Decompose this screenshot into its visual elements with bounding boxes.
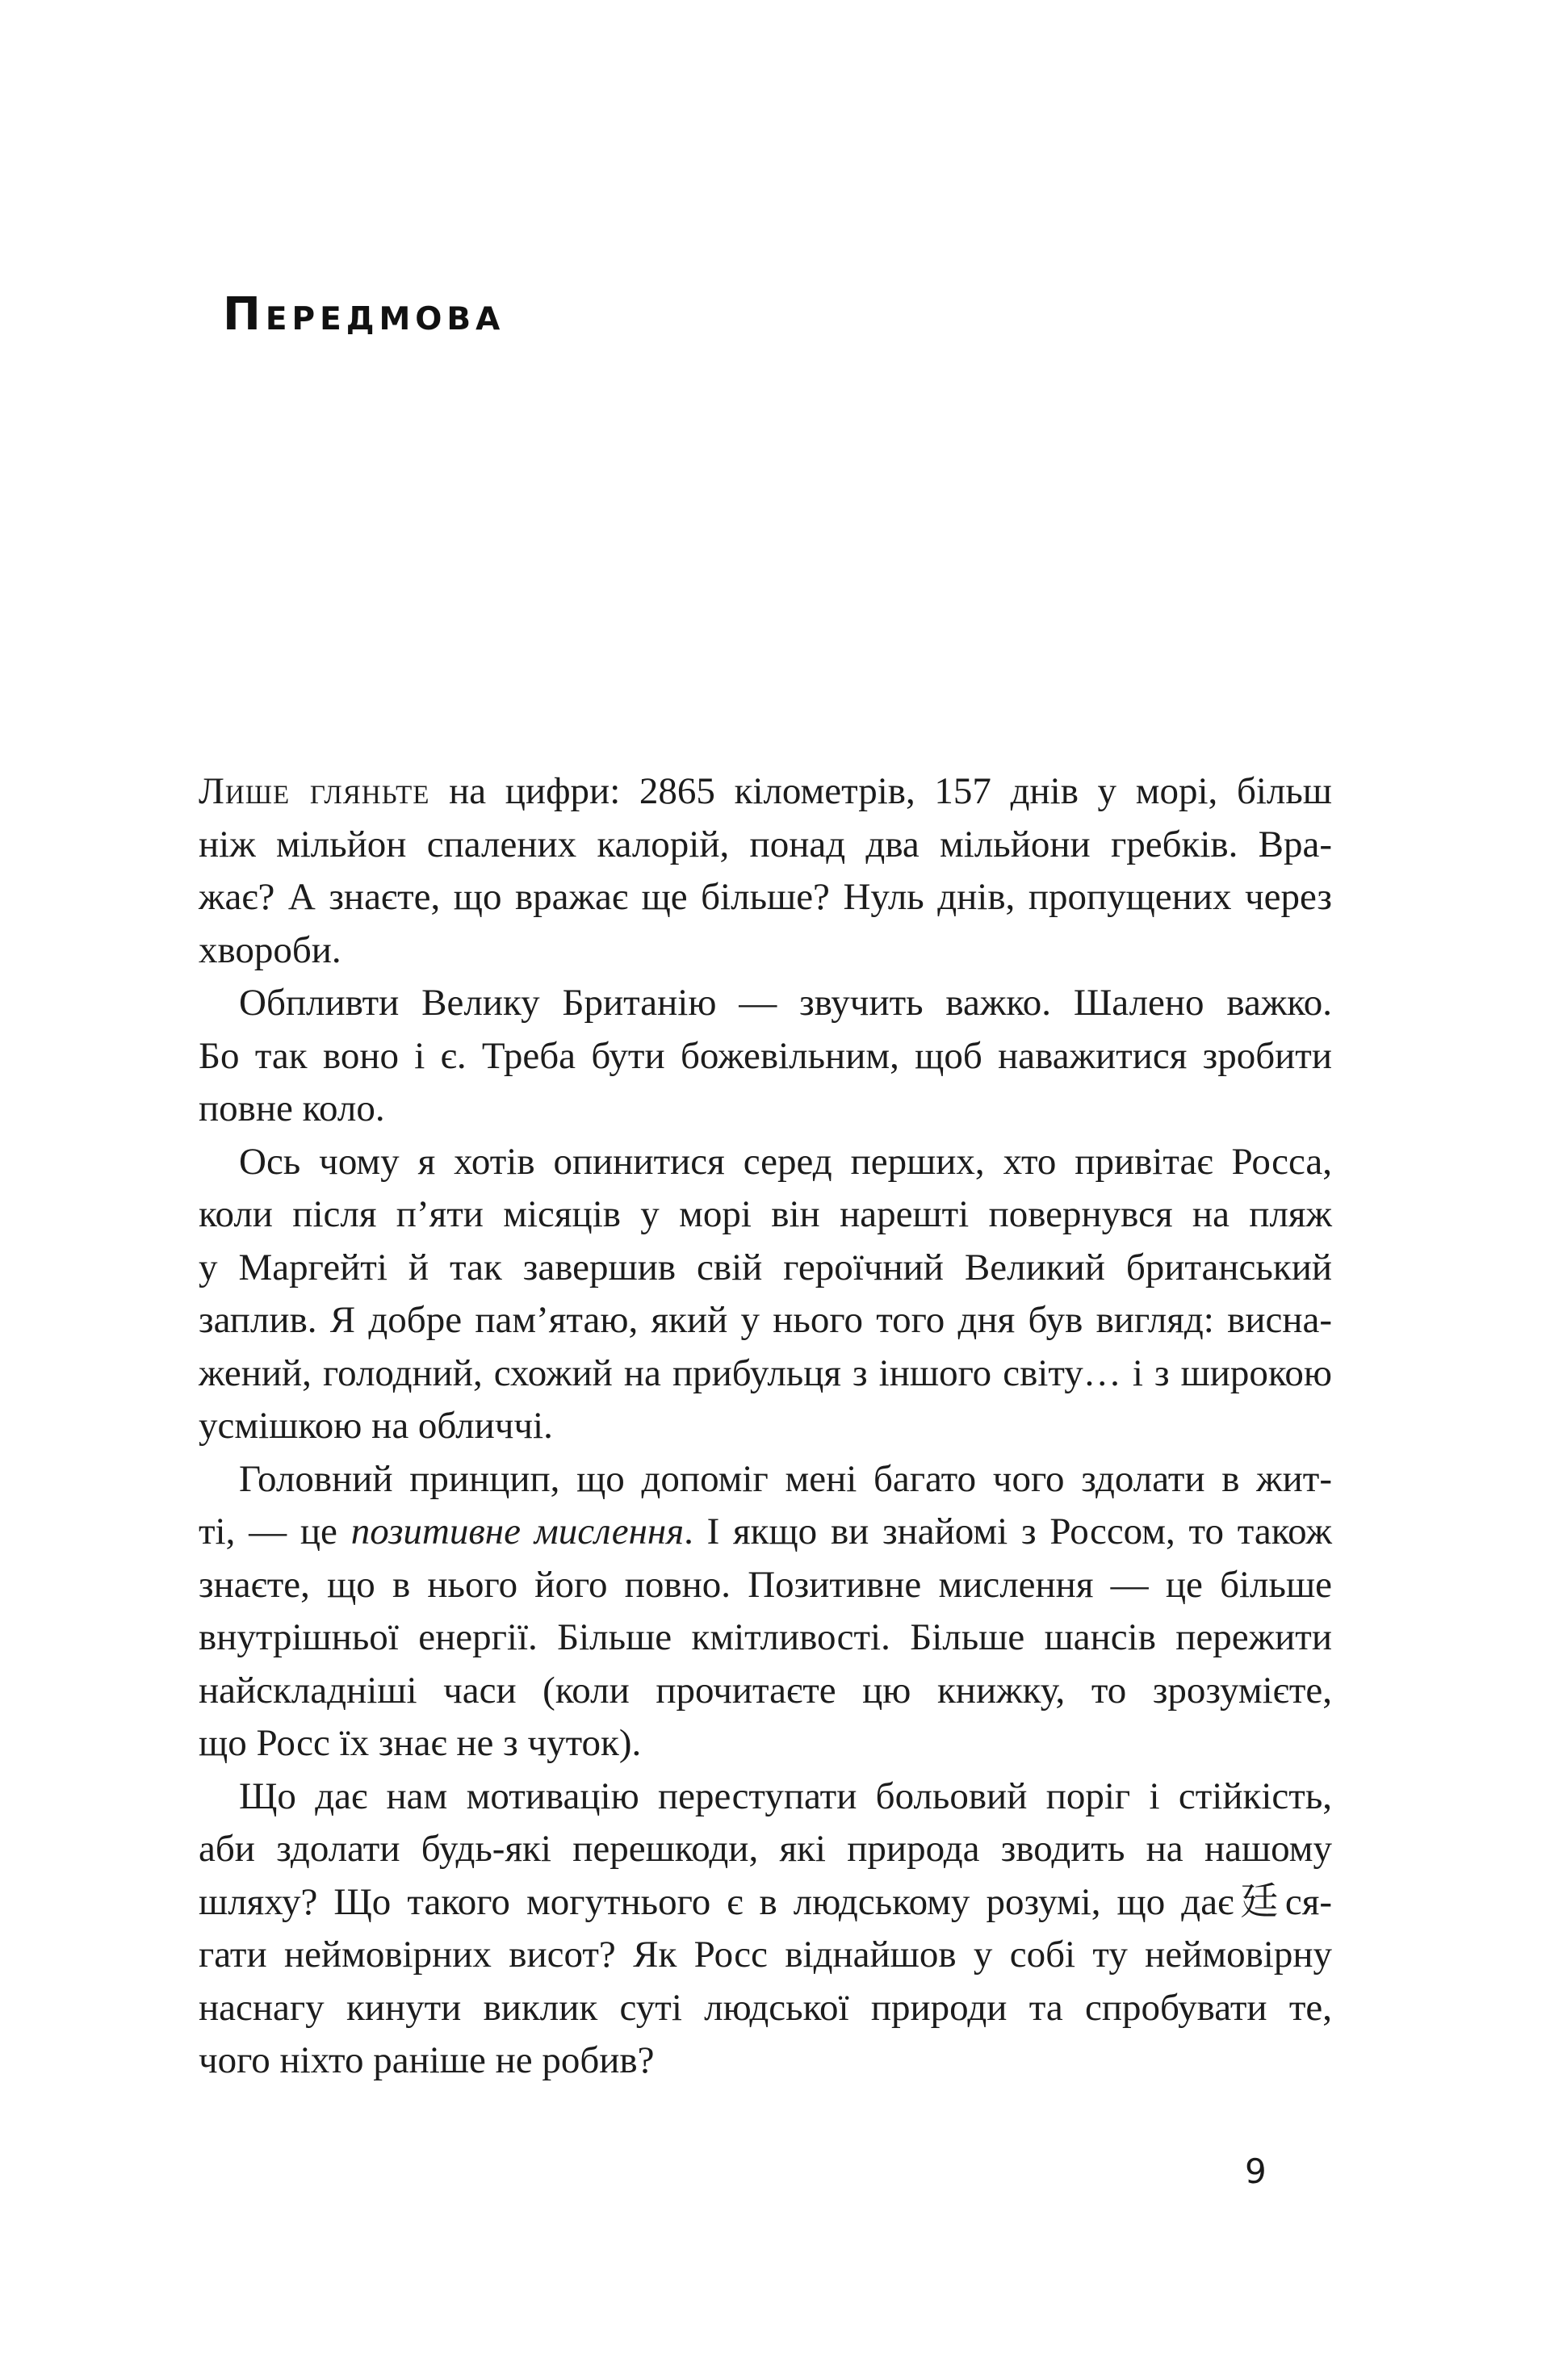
text-line: внутрішньої енергії. Більше кмітливості. Більше шансів пережити	[199, 1616, 1332, 1658]
text-line: Головний принцип, що допоміг мені багато чого здолати в жит-	[239, 1457, 1332, 1500]
chapter-title: Передмова	[223, 288, 505, 341]
text-line: чого ніхто раніше не робив?	[199, 2039, 655, 2081]
text-line: найскладніші часи (коли прочитаєте цю книжку, то зрозумієте,	[199, 1669, 1332, 1712]
text-line: у Маргейті й так завершив свій героїчний Великий британський	[199, 1246, 1332, 1288]
text-line: знаєте, що в нього його повно. Позитивне мислення — це більше	[199, 1563, 1332, 1606]
text-line: жений, голодний, схожий на прибульця з іншого світу… і з широкою	[199, 1351, 1332, 1394]
text-line: ніж мільйон спалених калорій, понад два мільйони гребків. Вра-	[199, 823, 1332, 865]
text-line: усмішкою на обличчі.	[199, 1405, 553, 1447]
text-line: що Росс їх знає не з чуток).	[199, 1722, 642, 1764]
page-number: 9	[1245, 2152, 1267, 2191]
text-line: Обпливти Велику Британію — звучить важко. Шалено важко.	[239, 982, 1332, 1024]
text-line: жає? А знаєте, що вражає ще більше? Нуль днів, пропущених через	[199, 876, 1332, 918]
text-line: повне коло.	[199, 1087, 385, 1129]
paragraph	[199, 977, 1332, 1136]
text-line: аби здолати будь-які перешкоди, які природа зводить на нашому	[199, 1828, 1332, 1870]
paragraph	[199, 1453, 1332, 1770]
emphasized-text: позитивне мислення	[350, 1511, 685, 1552]
lead-in-text: Лише гляньте	[199, 770, 430, 812]
text-line: наснагу кинути виклик суті людської природи та спробувати те,	[199, 1986, 1332, 2029]
paragraph	[199, 765, 1332, 977]
paragraph	[199, 1136, 1332, 1453]
text-line: заплив. Я добре пам’ятаю, який у нього того дня був вигляд: висна-	[199, 1299, 1332, 1341]
text-line: шляху? Що такого могутнього є в людському розумі, що дає廷ся-	[199, 1880, 1332, 1923]
text-line: Що дає нам мотивацію переступати больовий поріг і стійкість,	[239, 1775, 1332, 1817]
body-text	[199, 765, 1332, 2088]
text-line: Лише гляньте на цифри: 2865 кілометрів, 157 днів у морі, більш	[199, 770, 1332, 812]
text-line: Ось чому я хотів опинитися серед перших, хто привітає Росса,	[239, 1140, 1332, 1183]
text-line: гати неймовірних висот? Як Росс віднайшов у собі ту неймовірну	[199, 1934, 1332, 1976]
paragraph	[199, 1770, 1332, 2088]
text-line: коли після п’яти місяців у морі він нарешті повернувся на пляж	[199, 1193, 1332, 1235]
text-line: Бо так воно і є. Треба бути божевільним, щоб наважитися зробити	[199, 1034, 1332, 1077]
text-line: хвороби.	[199, 928, 341, 971]
text-line: ті, — це позитивне мислення. І якщо ви знайомі з Россом, то також	[199, 1511, 1332, 1552]
